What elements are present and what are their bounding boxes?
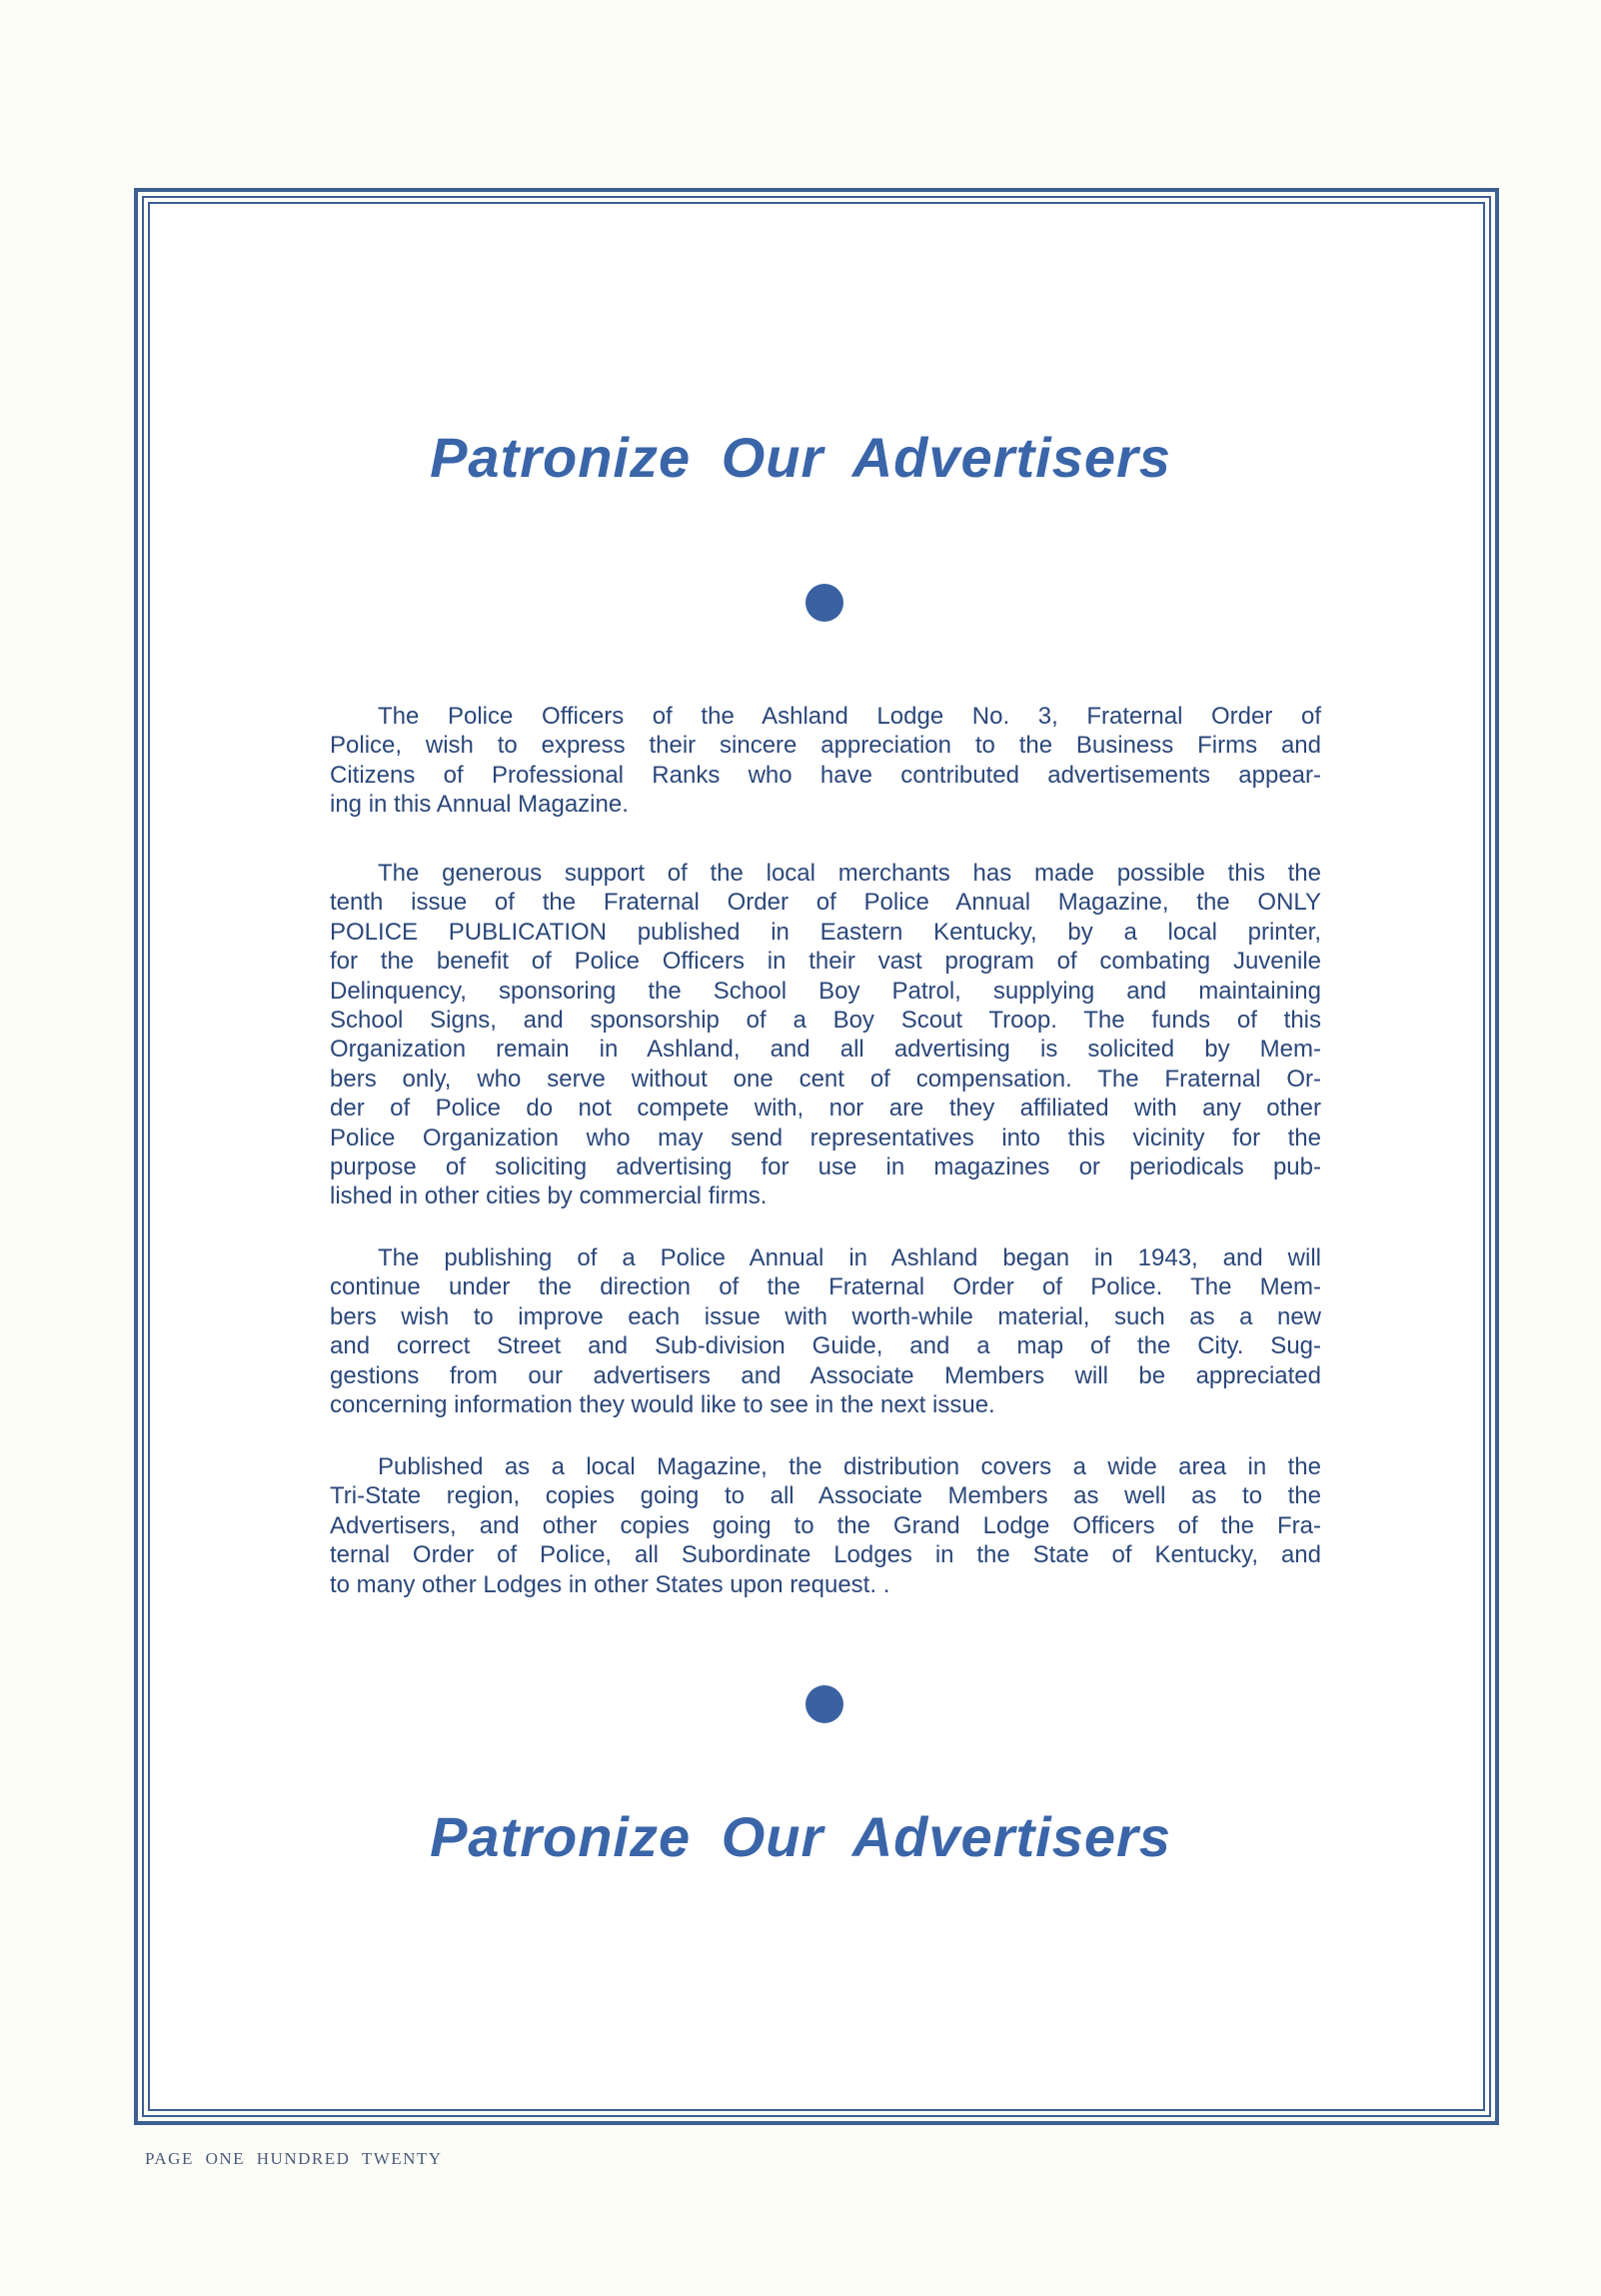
paragraph-support xyxy=(330,859,1321,1211)
text-line: concerning information they would like to see in the next issue. xyxy=(330,1390,995,1418)
text-line: lished in other cities by commercial firms. xyxy=(330,1182,768,1210)
ornament-dot-icon xyxy=(805,1685,843,1723)
heading-top: Patronize Our Advertisers xyxy=(430,426,1171,489)
text-line: The generous support of the local merchants has made possible this the xyxy=(378,860,1321,887)
text-line: to many other Lodges in other States upon request. . xyxy=(330,1570,890,1598)
text-line: bers only, who serve without one cent of compensation. The Fraternal Or- xyxy=(330,1065,1321,1093)
text-line: Advertisers, and other copies going to the Grand Lodge Officers of the Fra- xyxy=(330,1511,1321,1539)
text-line: and correct Street and Sub-division Guide, and a map of the City. Sug- xyxy=(330,1332,1321,1360)
text-line: Tri-State region, copies going to all Associate Members as well as to the xyxy=(330,1482,1321,1510)
page-number: PAGE ONE HUNDRED TWENTY xyxy=(145,2149,443,2168)
text-line: ing in this Annual Magazine. xyxy=(330,791,629,819)
text-line: The publishing of a Police Annual in Ashland began in 1943, and will xyxy=(378,1244,1321,1271)
text-line: The Police Officers of the Ashland Lodge No. 3, Fraternal Order of xyxy=(378,703,1321,730)
paragraph-publishing xyxy=(330,1243,1321,1419)
ornament-dot-icon xyxy=(805,584,843,622)
text-line: bers wish to improve each issue with worth-while material, such as a new xyxy=(330,1302,1321,1330)
text-line: gestions from our advertisers and Associate Members will be appreciated xyxy=(330,1361,1321,1389)
text-line: Organization remain in Ashland, and all advertising is solicited by Mem- xyxy=(330,1036,1321,1064)
text-line: Published as a local Magazine, the distribution covers a wide area in the xyxy=(378,1453,1321,1480)
paragraph-appreciation xyxy=(330,702,1321,820)
text-line: for the benefit of Police Officers in their vast program of combating Juvenile xyxy=(330,948,1321,976)
heading-bottom: Patronize Our Advertisers xyxy=(430,1805,1171,1868)
text-line: Police Organization who may send representatives into this vicinity for the xyxy=(330,1124,1321,1151)
text-line: tenth issue of the Fraternal Order of Police Annual Magazine, the ONLY xyxy=(330,889,1321,917)
text-line: POLICE PUBLICATION published in Eastern Kentucky, by a local printer, xyxy=(330,918,1321,946)
text-line: der of Police do not compete with, nor are they affiliated with any other xyxy=(330,1095,1321,1123)
text-line: purpose of soliciting advertising for use in magazines or periodicals pub- xyxy=(330,1152,1321,1180)
text-line: School Signs, and sponsorship of a Boy Scout Troop. The funds of this xyxy=(330,1006,1321,1034)
paragraph-distribution xyxy=(330,1452,1321,1599)
text-line: Citizens of Professional Ranks who have contributed advertisements appear- xyxy=(330,761,1321,789)
text-line: Delinquency, sponsoring the School Boy Patrol, supplying and maintaining xyxy=(330,977,1321,1005)
text-line: continue under the direction of the Fraternal Order of Police. The Mem- xyxy=(330,1273,1321,1301)
text-line: ternal Order of Police, all Subordinate Lodges in the State of Kentucky, and xyxy=(330,1541,1321,1569)
text-line: Police, wish to express their sincere appreciation to the Business Firms and xyxy=(330,732,1321,760)
